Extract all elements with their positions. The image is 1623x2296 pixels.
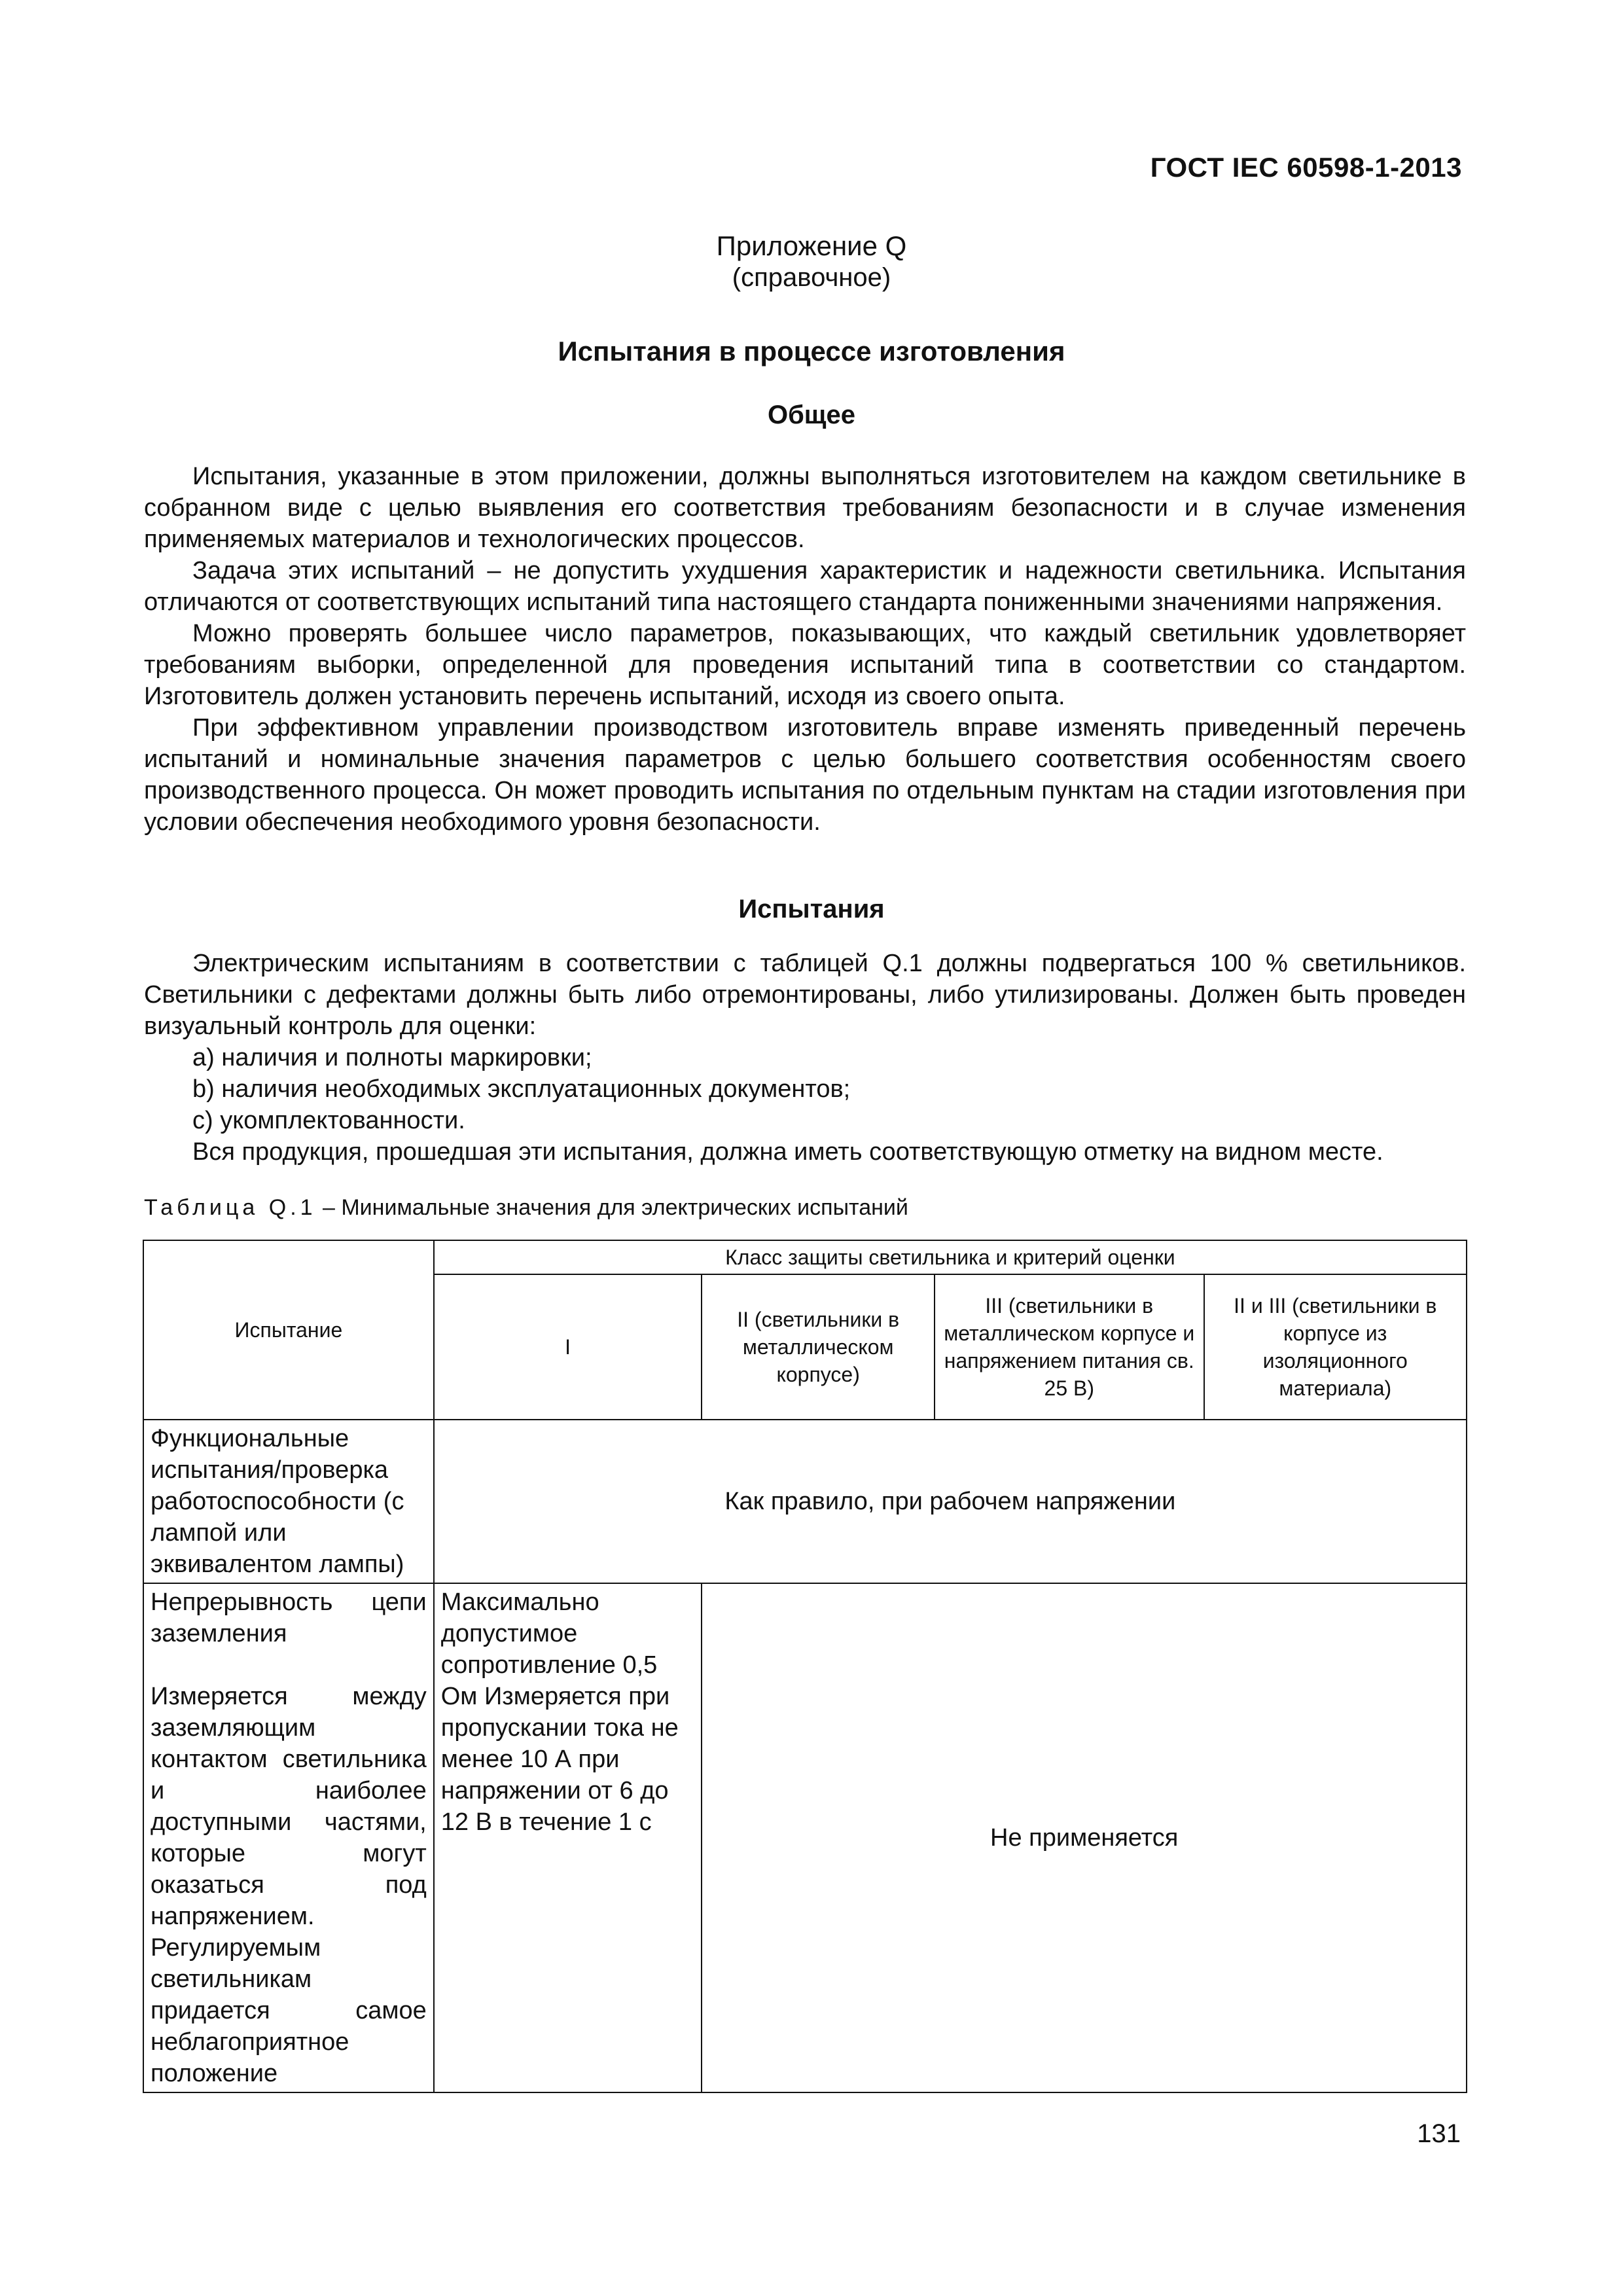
page-number: 131 bbox=[1417, 2119, 1461, 2148]
row-test-description: Измеряется между заземляющим контактом светильника и наиболее доступными частями, которые могут оказаться под напряжением. Регулируемым светильникам придается самое неблагоприятное положение bbox=[151, 1683, 427, 2087]
paragraph: При эффективном управлении производством изготовитель вправе изменять приведенный перечень испытаний и номинальные значения параметров с целью большего соответствия особенностям своего производственного процесса. Он может проводить испытания по отдельным пунктам на стадии изготовления при условии обеспечения необходимого уровня безопасности. bbox=[144, 714, 1466, 836]
list-item: b) наличия необходимых эксплуатационных документов; bbox=[192, 1075, 851, 1103]
header-class-3: III (светильники в металлическом корпусе и напряжением питания св. 25 В) bbox=[935, 1274, 1204, 1420]
header-test: Испытание bbox=[143, 1240, 434, 1420]
table-header-row bbox=[143, 1240, 1467, 1274]
table-caption-text: – Минимальные значения для электрических испытаний bbox=[316, 1195, 908, 1220]
row-test-functional: Функциональные испытания/проверка работоспособности (с лампой или эквивалентом лампы) bbox=[143, 1420, 434, 1583]
list-item: c) укомплектованности. bbox=[192, 1107, 465, 1134]
section-heading-general: Общее bbox=[767, 401, 856, 429]
header-class-group: Класс защиты светильника и критерий оценки bbox=[434, 1240, 1467, 1274]
list-item: a) наличия и полноты маркировки; bbox=[192, 1044, 592, 1071]
table-row bbox=[143, 1420, 1467, 1583]
paragraph: Можно проверять большее число параметров, показывающих, что каждый светильник удовлетворяет требованиям выборки, определенной для проведения испытаний типа в соответствии со стандартом. Изготовитель должен установить перечень испытаний, исходя из своего опыта. bbox=[144, 620, 1466, 710]
table-caption bbox=[144, 1195, 908, 1221]
table-q1 bbox=[143, 1240, 1467, 2093]
row-test-title: Непрерывность цепи заземления bbox=[151, 1588, 427, 1647]
row-test-earth-continuity bbox=[143, 1583, 434, 2092]
annex-subtitle: (справочное) bbox=[732, 263, 891, 292]
annex-main-title: Испытания в процессе изготовления bbox=[558, 336, 1065, 367]
paragraph: Вся продукция, прошедшая эти испытания, должна иметь соответствующую отметку на видном месте. bbox=[192, 1138, 1383, 1166]
paragraph: Задача этих испытаний – не допустить ухудшения характеристик и надежности светильника. Испытания отличаются от соответствующих испытаний типа настоящего стандарта пониженными значениями напряжения. bbox=[144, 557, 1466, 616]
tests-text bbox=[144, 948, 1466, 1168]
paragraph: Испытания, указанные в этом приложении, должны выполняться изготовителем на каждом светильнике в собранном виде с целью выявления его соответствия требованиям безопасности и в случае изменения применяемых материалов и технологических процессов. bbox=[144, 463, 1466, 553]
header-class-2: II (светильники в металлическом корпусе) bbox=[702, 1274, 935, 1420]
row-value-functional: Как правило, при рабочем напряжении bbox=[434, 1420, 1467, 1583]
paragraph: Электрическим испытаниям в соответствии с таблицей Q.1 должны подвергаться 100 % светильников. Светильники с дефектами должны быть либо отремонтированы, либо утилизированы. Должен быть проведен визуальный контроль для оценки: bbox=[144, 950, 1466, 1040]
table-caption-label: Таблица Q.1 bbox=[144, 1195, 317, 1220]
section-heading-tests: Испытания bbox=[738, 895, 885, 924]
row-value-not-applicable: Не применяется bbox=[702, 1583, 1467, 2092]
document-code: ГОСТ IEC 60598-1-2013 bbox=[1150, 152, 1462, 183]
row-value-class-1: Максимально допустимое сопротивление 0,5 Ом Измеряется при пропускании тока не менее 10 А при напряжении от 6 до 12 В в течение 1 с bbox=[434, 1583, 702, 2092]
annex-title: Приложение Q bbox=[716, 230, 907, 261]
header-class-1: I bbox=[434, 1274, 702, 1420]
general-text bbox=[144, 461, 1466, 838]
table-row bbox=[143, 1583, 1467, 2092]
header-class-4: II и III (светильники в корпусе из изоляционного материала) bbox=[1204, 1274, 1467, 1420]
